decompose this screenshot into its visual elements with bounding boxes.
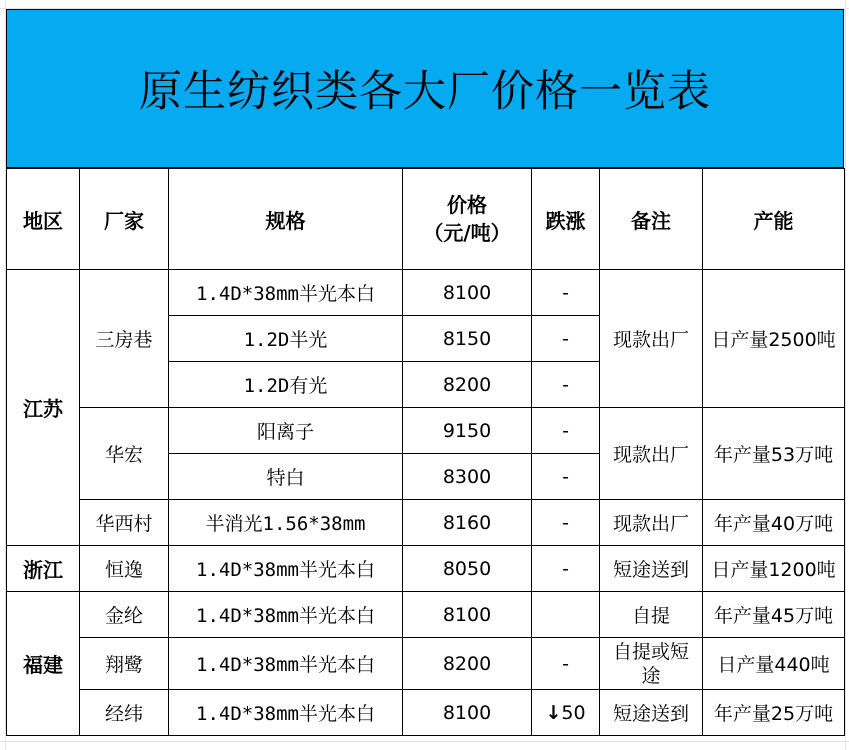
table-row [7, 500, 845, 546]
header-price-label: 价格 [447, 193, 487, 217]
change-cell: - [532, 362, 600, 408]
table-row [7, 638, 845, 690]
header-capacity: 产能 [703, 169, 845, 270]
note-cell [600, 638, 703, 690]
capacity-cell: 年产量25万吨 [703, 690, 845, 736]
page-title: 原生纺织类各大厂价格一览表 [139, 67, 711, 117]
note-cell: 现款出厂 [600, 408, 703, 500]
change-cell: - [532, 316, 600, 362]
change-cell [532, 690, 600, 736]
factory-cell: 恒逸 [80, 546, 169, 592]
region-cell: 福建 [7, 592, 80, 736]
price-cell: 8150 [403, 316, 532, 362]
note-cell: 现款出厂 [600, 270, 703, 408]
table-row [7, 546, 845, 592]
capacity-cell: 年产量40万吨 [703, 500, 845, 546]
capacity-cell: 日产量1200吨 [703, 546, 845, 592]
change-cell: - [532, 454, 600, 500]
header-spec: 规格 [169, 169, 403, 270]
capacity-cell: 日产量440吨 [703, 638, 845, 690]
spec-cell: 1.4D*38mm半光本白 [169, 546, 403, 592]
table-row [7, 408, 845, 454]
spec-cell: 1.2D半光 [169, 316, 403, 362]
table-row [7, 592, 845, 638]
factory-cell: 华西村 [80, 500, 169, 546]
header-change: 跌涨 [532, 169, 600, 270]
spec-cell: 1.2D有光 [169, 362, 403, 408]
capacity-cell: 日产量2500吨 [703, 270, 845, 408]
price-cell: 8100 [403, 690, 532, 736]
price-cell: 8100 [403, 592, 532, 638]
price-cell: 9150 [403, 408, 532, 454]
price-table [6, 168, 845, 736]
factory-cell: 翔鹭 [80, 638, 169, 690]
factory-cell: 三房巷 [80, 270, 169, 408]
factory-cell: 华宏 [80, 408, 169, 500]
spec-cell: 半消光1.56*38mm [169, 500, 403, 546]
change-cell: - [532, 408, 600, 454]
note-cell: 短途送到 [600, 546, 703, 592]
note-cell: 自提 [600, 592, 703, 638]
spec-cell: 1.4D*38mm半光本白 [169, 270, 403, 316]
change-cell: - [532, 546, 600, 592]
change-cell: - [532, 500, 600, 546]
price-cell: 8050 [403, 546, 532, 592]
spec-cell: 1.4D*38mm半光本白 [169, 592, 403, 638]
factory-cell: 经纬 [80, 690, 169, 736]
price-cell: 8300 [403, 454, 532, 500]
down-arrow-icon: ↓ [545, 701, 562, 724]
note-line-1: 自提或短 [612, 640, 689, 663]
price-cell: 8200 [403, 638, 532, 690]
header-row [7, 169, 845, 270]
table-row [7, 270, 845, 316]
region-cell: 江苏 [7, 270, 80, 546]
price-cell: 8200 [403, 362, 532, 408]
table-row [7, 690, 845, 736]
change-value: 50 [561, 701, 586, 724]
spec-cell: 1.4D*38mm半光本白 [169, 690, 403, 736]
capacity-cell: 年产量45万吨 [703, 592, 845, 638]
header-price [403, 169, 532, 270]
change-cell [532, 592, 600, 638]
price-cell: 8100 [403, 270, 532, 316]
title-banner [6, 9, 844, 168]
header-region: 地区 [7, 169, 80, 270]
change-cell: - [532, 270, 600, 316]
header-note: 备注 [600, 169, 703, 270]
header-price-unit: （元/吨） [423, 221, 511, 245]
capacity-cell: 年产量53万吨 [703, 408, 845, 500]
region-cell: 浙江 [7, 546, 80, 592]
spec-cell: 阳离子 [169, 408, 403, 454]
note-cell: 现款出厂 [600, 500, 703, 546]
price-cell: 8160 [403, 500, 532, 546]
factory-cell: 金纶 [80, 592, 169, 638]
spec-cell: 1.4D*38mm半光本白 [169, 638, 403, 690]
change-cell: - [532, 638, 600, 690]
header-factory: 厂家 [80, 169, 169, 270]
note-line-2: 途 [641, 664, 661, 687]
spec-cell: 特白 [169, 454, 403, 500]
note-cell: 短途送到 [600, 690, 703, 736]
